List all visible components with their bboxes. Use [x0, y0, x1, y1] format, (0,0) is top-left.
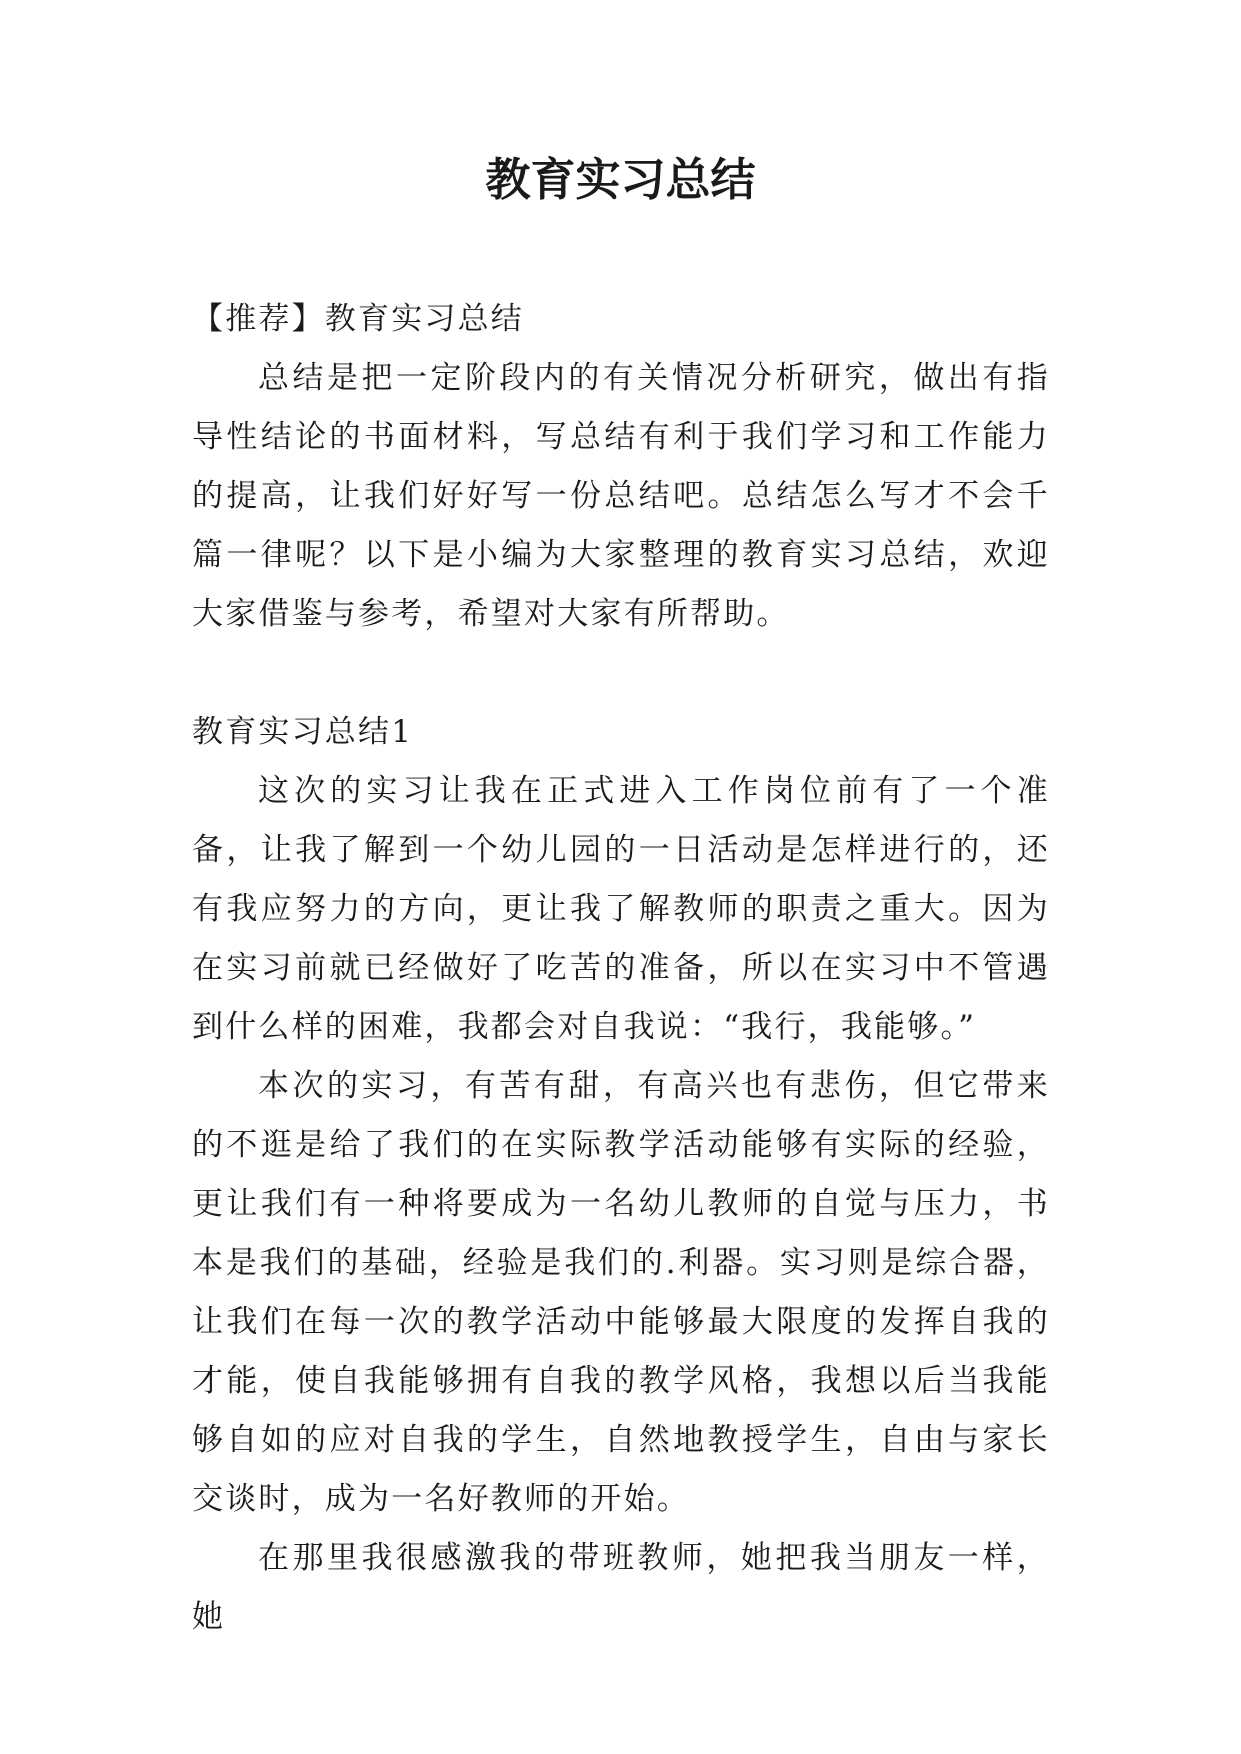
section-heading: 教育实习总结1 — [192, 714, 414, 750]
body-paragraph-2: 本次的实习，有苦有甜，有高兴也有悲伤，但它带来的不逛是给了我们的在实际教学活动能够有实际的经验，更让我们有一种将要成为一名幼儿教师的自觉与压力，书本是我们的基础，经验是我们的.利器。实习则是综合器，让我们在每一次的教学活动中能够最大限度的发挥自我的才能，使自我能够拥有自我的教学风格，我想以后当我能够自如的应对自我的学生，自然地教授学生，自由与家长交谈时，成为一名好教师的开始。 — [192, 1068, 1050, 1517]
intro-paragraph: 总结是把一定阶段内的有关情况分析研究，做出有指导性结论的书面材料，写总结有利于我们学习和工作能力的提高，让我们好好写一份总结吧。总结怎么写才不会千篇一律呢？以下是小编为大家整理的教育实习总结，欢迎大家借鉴与参考，希望对大家有所帮助。 — [192, 360, 1050, 632]
paragraph-spacer — [192, 644, 1050, 703]
body-paragraph-3: 在那里我很感激我的带班教师，她把我当朋友一样，她 — [192, 1540, 1050, 1635]
body-paragraph-1: 这次的实习让我在正式进入工作岗位前有了一个准备，让我了解到一个幼儿园的一日活动是怎样进行的，还有我应努力的方向，更让我了解教师的职责之重大。因为在实习前就已经做好了吃苦的准备，所以在实习中不管遇到什么样的困难，我都会对自我说：“我行，我能够。” — [192, 773, 1050, 1045]
document-body — [192, 290, 1050, 1647]
document-title: 教育实习总结 — [485, 153, 756, 206]
recommend-line: 【推荐】教育实习总结 — [192, 301, 524, 337]
